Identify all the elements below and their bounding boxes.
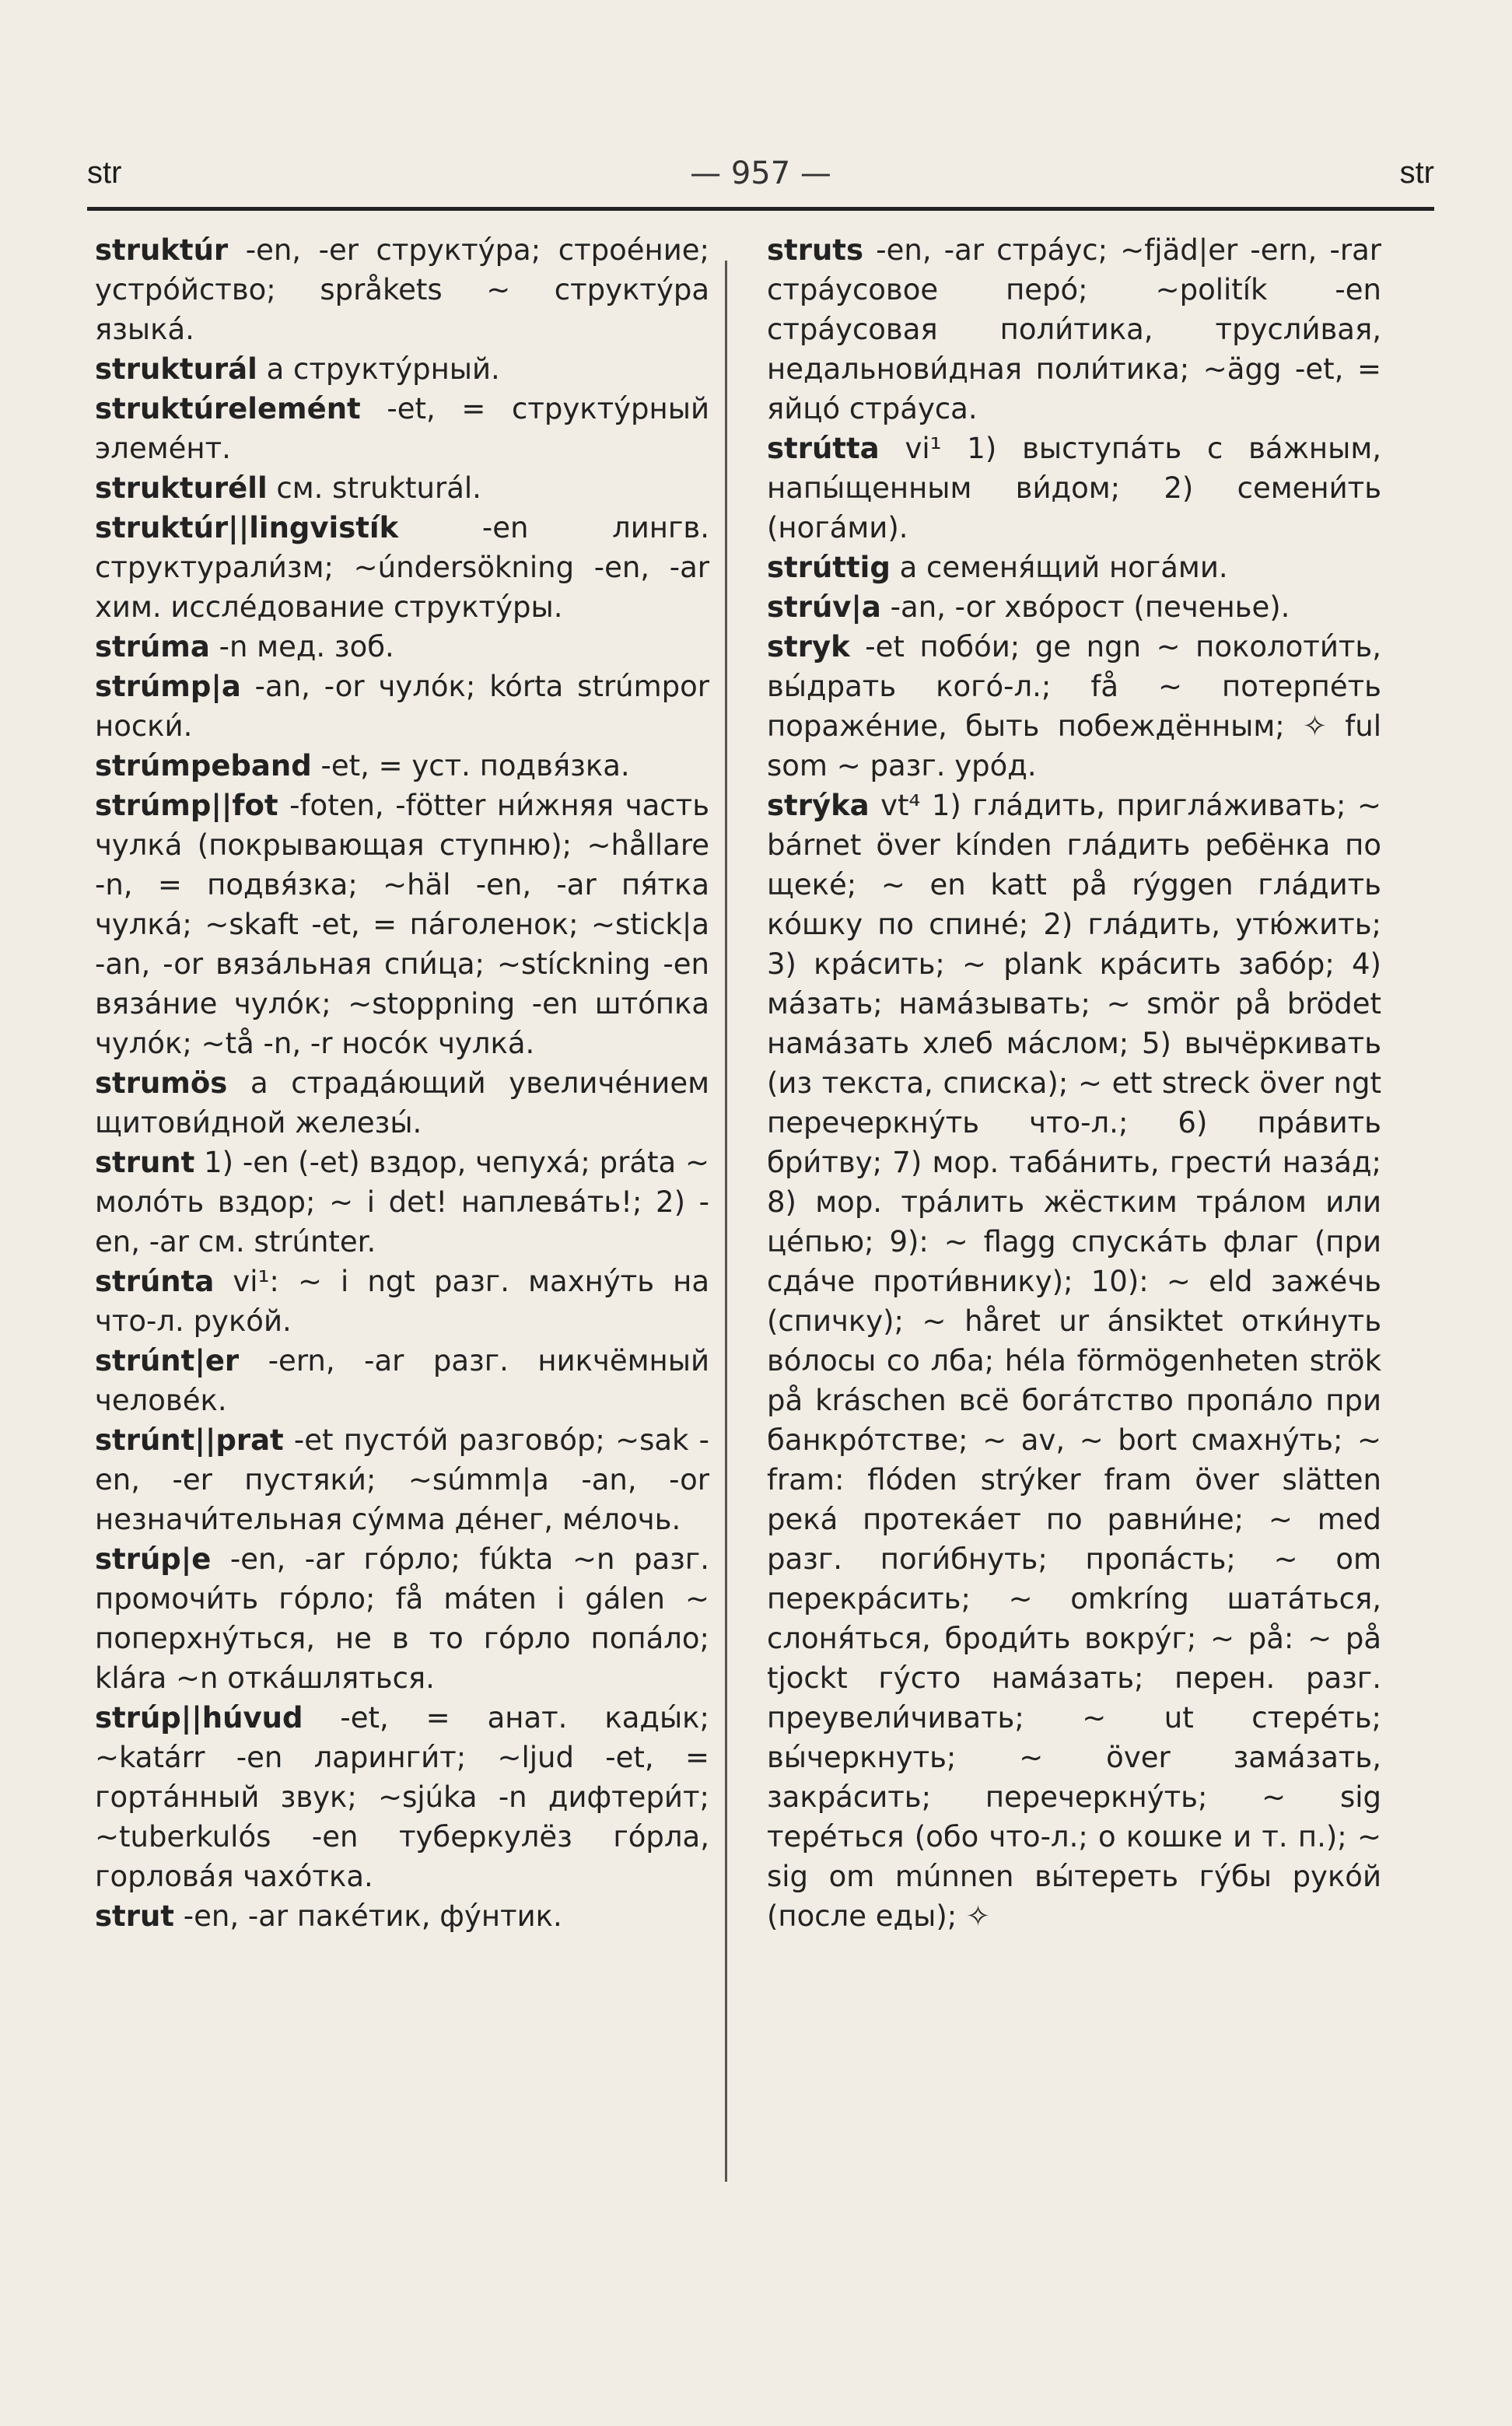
- dictionary-entry: [767, 230, 1381, 429]
- entry-headword: strukturál: [95, 352, 257, 386]
- dictionary-entry: [95, 1698, 709, 1896]
- entry-definition: a страда́ющий увеличе́нием щитови́дной железы́.: [95, 1066, 709, 1139]
- entry-definition: -foten, -fötter ни́жняя часть чулка́ (покрывающая ступню); ∼hållare -n, = подвя́зка; ∼häl -en, -ar пя́тка чулка́; ∼skaft -et, = па́голенок; ∼stick|a -an, -or вяза́льная спи́ца; ∼stíckning -en вяза́ние чуло́к; ∼stoppning -en што́пка чуло́к; ∼tå -n, -r носо́к чулка́.: [95, 789, 709, 1060]
- dictionary-entry: [95, 389, 709, 468]
- dictionary-entry: [95, 746, 709, 786]
- column-separator: [725, 261, 727, 2182]
- entry-definition: a структу́рный.: [257, 352, 500, 386]
- page-number: — 957 —: [690, 156, 831, 191]
- dictionary-entry: [767, 786, 1381, 1936]
- entry-headword: strúmp||fot: [95, 789, 278, 822]
- dictionary-entry: [95, 1341, 709, 1420]
- entry-headword: strúv|a: [767, 590, 881, 624]
- entry-definition: -et, = анат. кады́к; ∼katárr -en ларинги́т; ∼ljud -et, = горта́нный звук; ∼sjúka -n дифтери́т; ∼tuberkulós -en туберкулёз го́рла, горлова́я чахо́тка.: [95, 1701, 709, 1893]
- dictionary-entry: [95, 786, 709, 1063]
- entry-definition: -en, -ar стра́ус; ∼fjäd|er -ern, -rar стра́усовое перо́; ∼politík -en стра́усовая поли́тика, трусли́вая, недальнови́дная поли́тика; ∼ägg -et, = яйцо́ стра́уса.: [767, 233, 1381, 425]
- dictionary-entry: [95, 1143, 709, 1262]
- entry-definition: -et пусто́й разгово́р; ∼sak -en, -er пустяки́; ∼súmm|a -an, -or незначи́тельная су́мма де́нег, ме́лочь.: [95, 1423, 709, 1536]
- entry-headword: strúnt|er: [95, 1344, 240, 1378]
- entry-headword: strúmp|a: [95, 670, 241, 703]
- entry-headword: strumös: [95, 1066, 228, 1100]
- dictionary-entry: [767, 587, 1381, 627]
- entry-definition: vt⁴ 1) гла́дить, пригла́живать; ∼ bárnet över kínden гла́дить ребёнка по щеке́; ∼ en katt på rýggen гла́дить ко́шку по спине́; 2) гла́дить, утю́жить; 3) кра́сить; ∼ plank кра́сить забо́р; 4) ма́зать; нама́зывать; ∼ smör på brödet нама́зать хлеб ма́слом; 5) вычёркивать (из текста, списка); ∼ ett streck över ngt перечеркну́ть что-л.; 6) пра́вить бри́тву; 7) мор. таба́нить, грести́ наза́д; 8) мор. тра́лить жёстким тра́лом или це́пью; 9): ∼ flagg спуска́ть флаг (при сда́че проти́внику); 10): ∼ eld заже́чь (спичку); ∼ håret ur ánsiktet отки́нуть во́лосы со лба; héla förmögenheten strök på kráschen всё бога́тство пропа́ло при банкро́тстве; ∼ av, ∼ bort смахну́ть; ∼ fram: flóden strýker fram över slätten река́ протека́ет по равни́не; ∼ med разг. поги́бнуть; пропа́сть; ∼ om перекра́сить; ∼ omkríng шата́ться, слоня́ться, броди́ть вокру́г; ∼ på: ∼ på tjockt гу́сто нама́зать; перен. разг. преувели́чивать; ∼ ut стере́ть; вы́черкнуть; ∼ över зама́зать, закра́сить; перечеркну́ть; ∼ sig тере́ться (обо что-л.; о кошке и т. п.); ∼ sig om múnnen вы́тереть гу́бы руко́й (после еды); ✧: [767, 789, 1381, 1933]
- header-left-guideword: str: [87, 156, 122, 190]
- dictionary-entry: [767, 429, 1381, 548]
- entry-definition: см. strukturál.: [267, 471, 481, 505]
- dictionary-entry: [95, 230, 709, 349]
- entry-definition: -et, = уст. подвя́зка.: [311, 749, 630, 782]
- entry-headword: stryk: [767, 630, 850, 663]
- entry-headword: strúnt||prat: [95, 1423, 284, 1457]
- entry-definition: -ern, -ar разг. никчёмный челове́к.: [95, 1344, 709, 1417]
- dictionary-entry: [95, 1262, 709, 1341]
- dictionary-entry: [95, 468, 709, 508]
- dictionary-entry: [95, 627, 709, 667]
- entry-headword: strúnta: [95, 1265, 215, 1298]
- entry-headword: struts: [767, 233, 864, 267]
- entry-headword: struktúr: [95, 233, 229, 267]
- entry-headword: struktúr||lingvistík: [95, 511, 399, 544]
- entry-definition: vi¹ 1) выступа́ть с ва́жным, напы́щенным ви́дом; 2) семени́ть (нога́ми).: [767, 432, 1381, 544]
- entry-definition: vi¹: ∼ i ngt разг. махну́ть на что-л. руко́й.: [95, 1265, 709, 1338]
- dictionary-entry: [95, 667, 709, 746]
- entry-headword: strúmpeband: [95, 749, 312, 782]
- entry-headword: strut: [95, 1899, 174, 1933]
- entry-headword: strútta: [767, 432, 880, 465]
- dictionary-entry: [95, 1539, 709, 1698]
- entry-definition: -an, -or хво́рост (печенье).: [880, 590, 1290, 624]
- entry-definition: 1) -en (-et) вздор, чепуха́; práta ∼ моло́ть вздор; ∼ i det! наплева́ть!; 2) -en, -ar см. strúnter.: [95, 1146, 709, 1259]
- entry-headword: strýka: [767, 789, 870, 822]
- dictionary-entry: [95, 349, 709, 389]
- right-column: [767, 230, 1381, 2175]
- dictionary-entry: [767, 548, 1381, 587]
- entry-definition: -en, -ar го́рло; fúkta ∼n разг. промочи́ть го́рло; få máten i gálen ∼ поперхну́ться, не в то го́рло попа́ло; klára ∼n отка́шляться.: [95, 1542, 709, 1695]
- entry-headword: struktúrelemént: [95, 392, 361, 425]
- entry-headword: strúp||húvud: [95, 1701, 303, 1735]
- entry-definition: -en, -ar паке́тик, фу́нтик.: [174, 1899, 562, 1933]
- entry-definition: a семеня́щий нога́ми.: [890, 551, 1228, 584]
- entry-headword: strúttig: [767, 551, 891, 584]
- dictionary-entry: [767, 627, 1381, 786]
- entry-headword: strukturéll: [95, 471, 268, 505]
- dictionary-entry: [95, 508, 709, 627]
- dictionary-entry: [95, 1896, 709, 1936]
- dictionary-entry: [95, 1420, 709, 1539]
- page-header: [87, 156, 1434, 210]
- dictionary-entry: [95, 1063, 709, 1143]
- left-column: [95, 230, 709, 2175]
- entry-headword: strúma: [95, 630, 210, 663]
- entry-definition: -et, = структу́рный элеме́нт.: [95, 392, 709, 465]
- entry-headword: strunt: [95, 1146, 195, 1179]
- entry-definition: -n мед. зоб.: [209, 630, 394, 663]
- entry-definition: -et побо́и; ge ngn ∼ поколоти́ть, вы́драть кого́-л.; få ∼ потерпе́ть пораже́ние, быть побеждённым; ✧ ful som ∼ разг. уро́д.: [767, 630, 1381, 782]
- entry-definition: -en, -er структу́ра; строе́ние; устро́йство; språkets ∼ структу́ра языка́.: [95, 233, 709, 346]
- header-rule: [87, 207, 1434, 211]
- entry-headword: strúp|e: [95, 1542, 212, 1576]
- entry-definition: -an, -or чуло́к; kórta strúmpor носки́.: [95, 670, 709, 743]
- header-right-guideword: str: [1399, 156, 1434, 190]
- entry-definition: -en лингв. структурали́зм; ∼úndersökning -en, -ar хим. иссле́дование структу́ры.: [95, 511, 709, 624]
